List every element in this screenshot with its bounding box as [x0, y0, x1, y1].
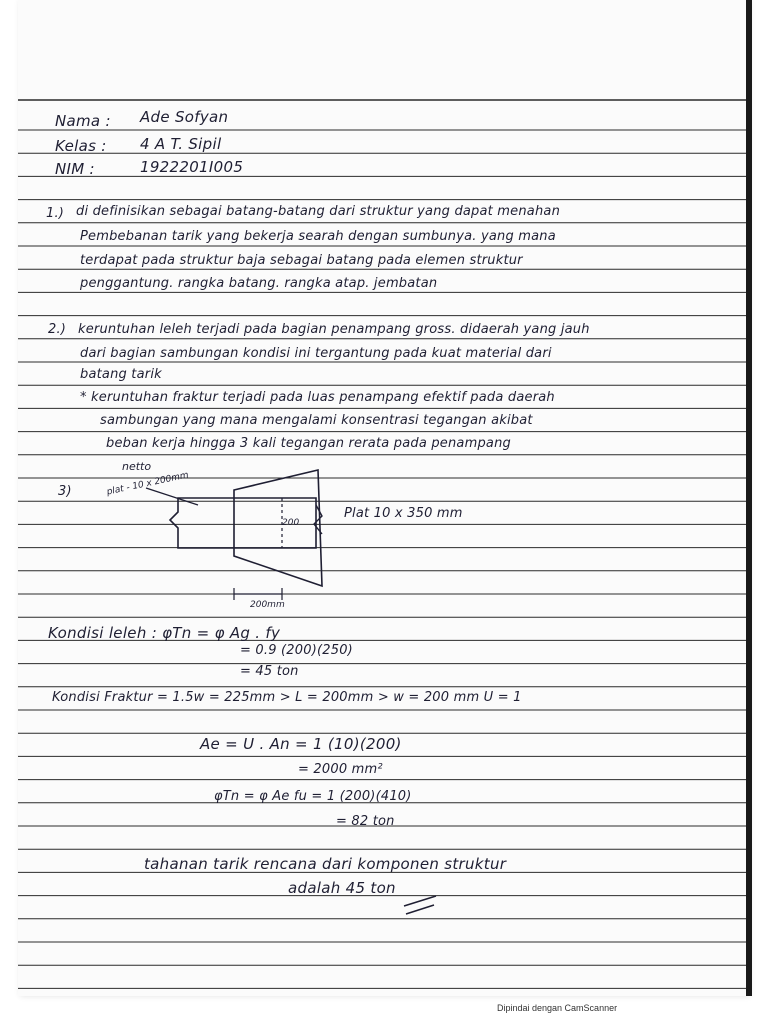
conclusion-line: adalah 45 ton [288, 879, 396, 897]
phi-tn-line: = 82 ton [336, 814, 395, 829]
nama-label: Nama : [55, 112, 111, 130]
small-plate-label: plat - 10 x 200mm [105, 470, 190, 498]
inner-dimension-label: 200 [282, 518, 300, 528]
q1-line: terdapat pada struktur baja sebagai batang pada elemen struktur [80, 253, 523, 268]
kelas-value: 4 A T. Sipil [140, 135, 222, 153]
q1-line: Pembebanan tarik yang bekerja searah dengan sumbunya. yang mana [80, 229, 556, 244]
q2-line: dari bagian sambungan kondisi ini tergantung pada kuat material dari [80, 346, 552, 361]
q2-line: beban kerja hingga 3 kali tegangan rerata pada penampang [106, 436, 511, 451]
q2-line: netto [122, 460, 152, 473]
ruled-lines [18, 0, 746, 996]
scanner-footer: Dipindai dengan CamScanner [497, 1003, 618, 1013]
page-edge [746, 0, 752, 996]
kondisi-leleh-line: Kondisi leleh : φTn = φ Ag . fy [48, 624, 281, 642]
q2-line: batang tarik [80, 367, 162, 382]
nim-value: 1922201I005 [140, 158, 244, 176]
q1-line: penggantung. rangka batang. rangka atap. jembatan [80, 276, 438, 291]
kondisi-leleh-line: = 0.9 (200)(250) [240, 643, 353, 658]
ae-line: Ae = U . An = 1 (10)(200) [200, 735, 402, 753]
nim-label: NIM : [55, 160, 95, 178]
phi-tn-line: φTn = φ Ae fu = 1 (200)(410) [214, 789, 412, 804]
conclusion-line: tahanan tarik rencana dari komponen struktur [144, 855, 507, 873]
large-plate-label: Plat 10 x 350 mm [344, 506, 463, 521]
kondisi-leleh-line: = 45 ton [240, 664, 299, 679]
ae-line: = 2000 mm² [298, 762, 383, 777]
q1-line: di definisikan sebagai batang-batang dari struktur yang dapat menahan [76, 204, 561, 219]
notebook-page [18, 0, 748, 996]
q2-line: keruntuhan leleh terjadi pada bagian penampang gross. didaerah yang jauh [78, 322, 590, 337]
q2-number: 2.) [48, 322, 67, 337]
q2-line: * keruntuhan fraktur terjadi pada luas penampang efektif pada daerah [80, 390, 555, 405]
q3-number: 3) [58, 484, 72, 499]
q2-line: sambungan yang mana mengalami konsentrasi tegangan akibat [100, 413, 533, 428]
nama-value: Ade Sofyan [140, 108, 229, 126]
width-dimension-label: 200mm [250, 600, 285, 610]
kelas-label: Kelas : [55, 137, 107, 155]
q1-number: 1.) [46, 206, 65, 221]
kondisi-fraktur-line: Kondisi Fraktur = 1.5w = 225mm > L = 200mm > w = 200 mm U = 1 [52, 690, 522, 705]
